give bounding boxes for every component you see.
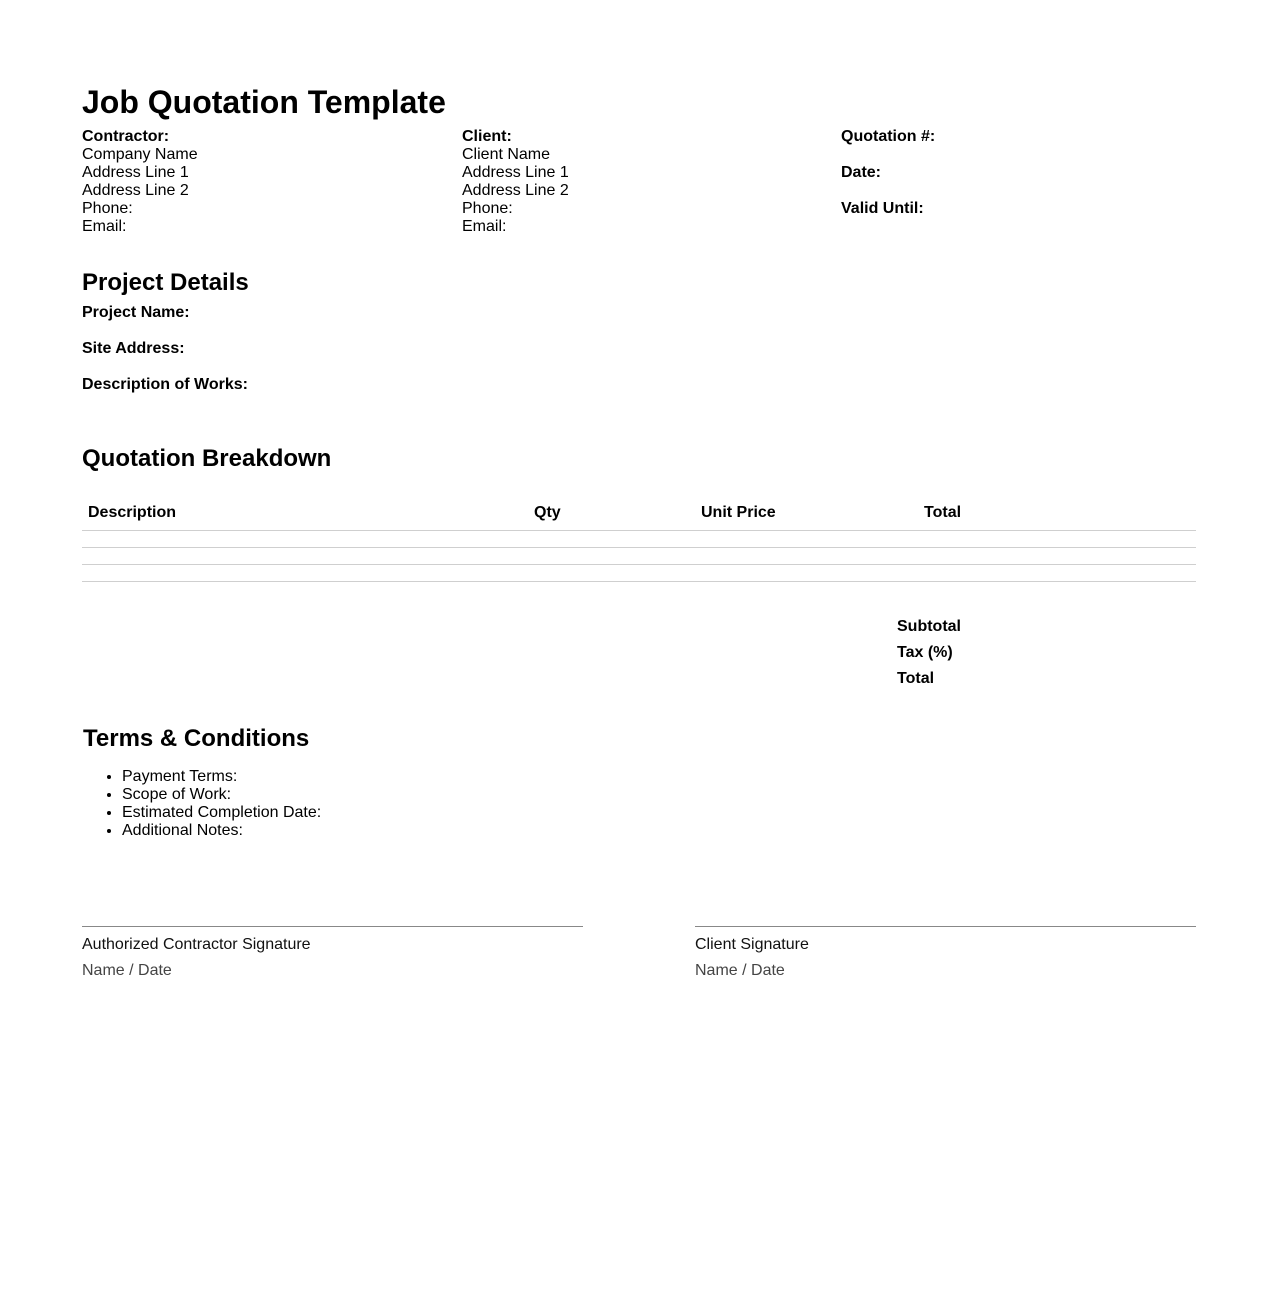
client-signature-label: Client Signature — [695, 936, 809, 953]
client-label: Client: — [462, 128, 512, 145]
table-row — [82, 548, 1196, 565]
client-name: Client Name — [462, 146, 551, 163]
client-signature-line — [695, 926, 1196, 927]
date-label: Date: — [841, 164, 882, 181]
column-header-unit-price: Unit Price — [695, 496, 918, 531]
list-item: • Additional Notes: — [122, 822, 321, 840]
client-address-line-2: Address Line 2 — [462, 182, 569, 199]
subtotal-label: Subtotal — [897, 618, 961, 635]
list-item: • Payment Terms: — [122, 768, 321, 786]
client-signature-block — [695, 926, 1196, 980]
quotation-table — [82, 496, 1196, 582]
contractor-email: Email: — [82, 218, 127, 235]
list-item: • Estimated Completion Date: — [122, 804, 321, 822]
column-header-description: Description — [82, 496, 528, 531]
contractor-address-line-1: Address Line 1 — [82, 164, 189, 181]
contractor-signature-line — [82, 926, 583, 927]
project-name-label: Project Name: — [82, 304, 190, 321]
project-details-heading: Project Details — [82, 269, 249, 296]
description-of-works-label: Description of Works: — [82, 376, 248, 393]
site-address-label: Site Address: — [82, 340, 185, 357]
contractor-signature-block — [82, 926, 583, 980]
contractor-name-date-label: Name / Date — [82, 962, 172, 979]
terms-list — [82, 768, 321, 840]
totals-block — [897, 618, 961, 696]
column-header-total: Total — [918, 496, 1196, 531]
table-header-row — [82, 496, 1196, 531]
grand-total-label: Total — [897, 670, 935, 687]
terms-heading: Terms & Conditions — [83, 725, 310, 752]
contractor-address-line-2: Address Line 2 — [82, 182, 189, 199]
contractor-signature-label: Authorized Contractor Signature — [82, 936, 311, 953]
quotation-breakdown-heading: Quotation Breakdown — [82, 445, 332, 472]
client-phone: Phone: — [462, 200, 513, 217]
client-name-date-label: Name / Date — [695, 962, 785, 979]
client-address-line-1: Address Line 1 — [462, 164, 569, 181]
contractor-block — [82, 128, 198, 236]
tax-label: Tax (%) — [897, 644, 953, 661]
quotation-meta — [841, 128, 935, 236]
table-row — [82, 565, 1196, 582]
valid-until-label: Valid Until: — [841, 200, 924, 217]
table-row — [82, 531, 1196, 548]
contractor-phone: Phone: — [82, 200, 133, 217]
list-item: • Scope of Work: — [122, 786, 321, 804]
column-header-qty: Qty — [528, 496, 695, 531]
page-title: Job Quotation Template — [82, 84, 446, 120]
client-email: Email: — [462, 218, 507, 235]
contractor-company-name: Company Name — [82, 146, 198, 163]
quotation-number-label: Quotation #: — [841, 128, 936, 145]
client-block — [462, 128, 569, 236]
project-details — [82, 304, 248, 412]
contractor-label: Contractor: — [82, 128, 170, 145]
